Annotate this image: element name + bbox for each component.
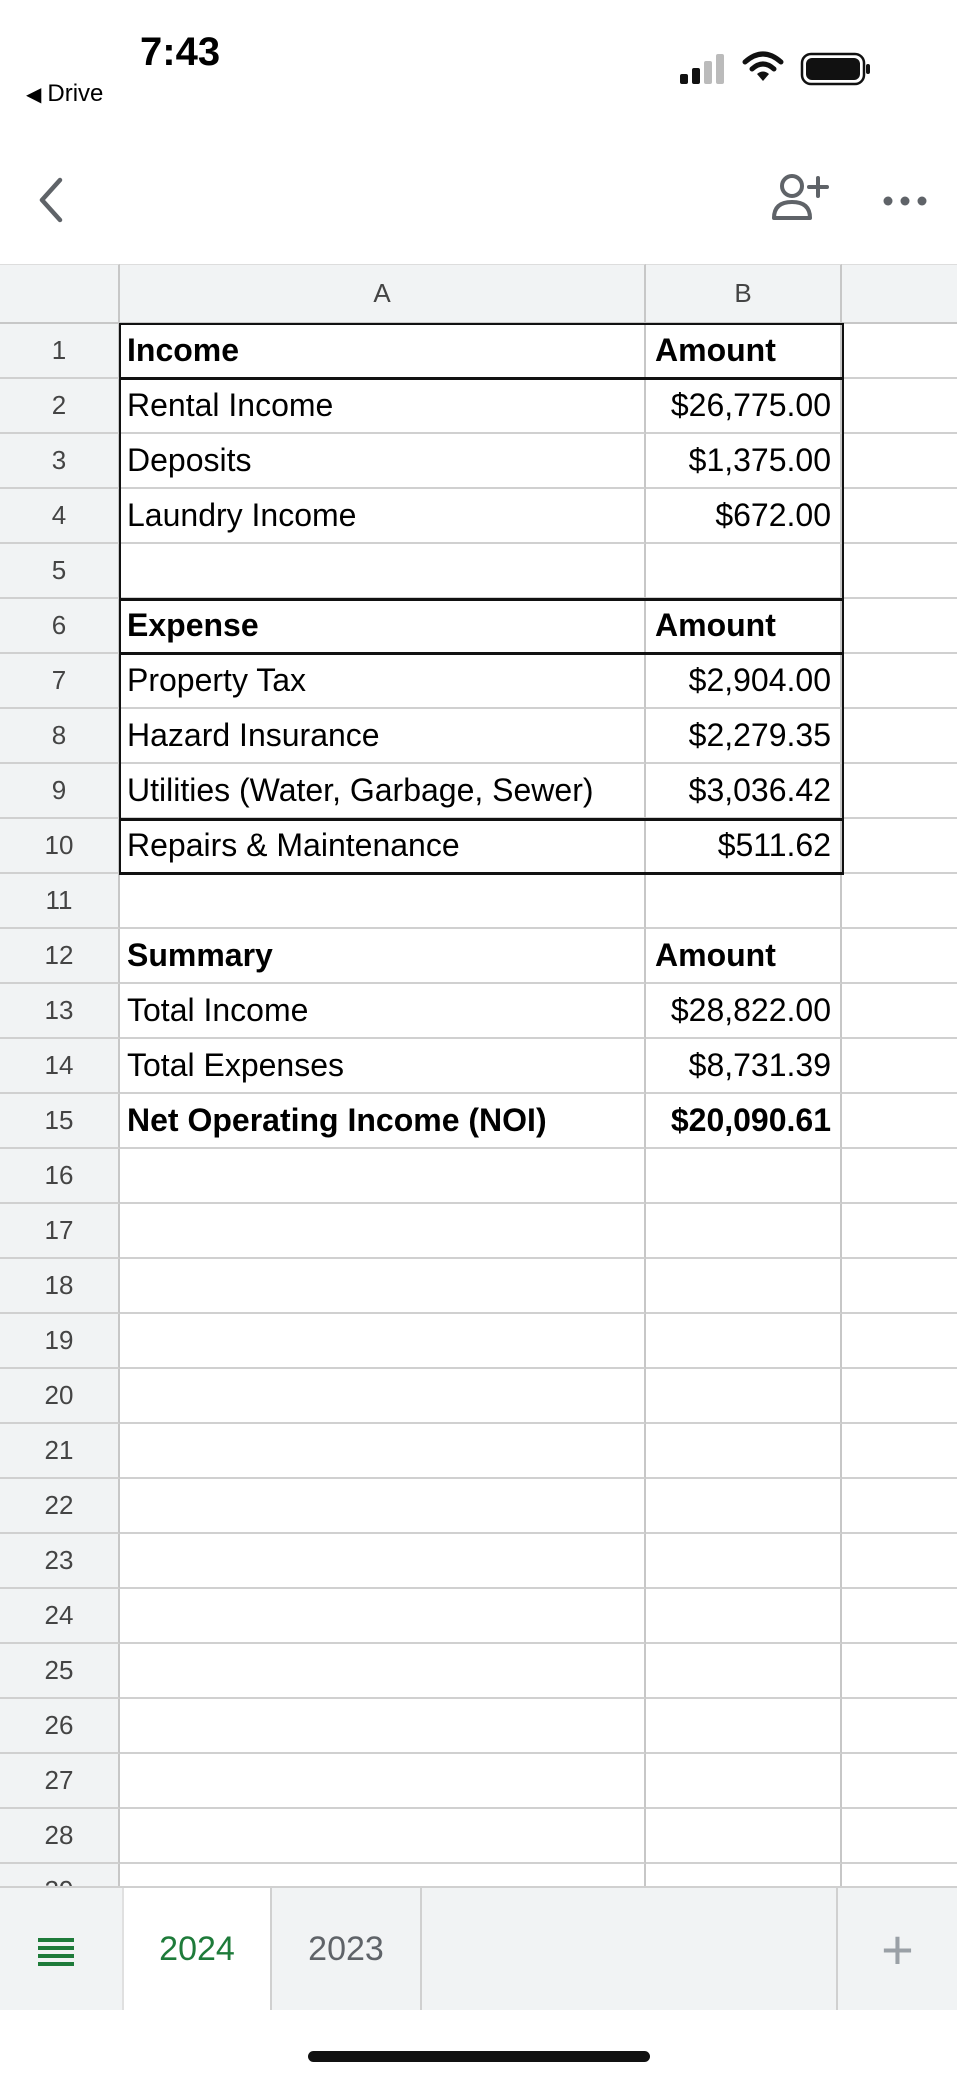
sheet-tabs-bar: [0, 1886, 957, 2010]
row-number[interactable]: 26: [0, 1699, 120, 1754]
cell-a[interactable]: [120, 1259, 646, 1314]
cell-c[interactable]: [842, 1424, 957, 1479]
table-row: [0, 1809, 957, 1864]
cell-a[interactable]: Utilities (Water, Garbage, Sewer): [120, 764, 646, 819]
cell-c[interactable]: [842, 489, 957, 544]
cell-a[interactable]: [120, 544, 646, 599]
row-number[interactable]: 25: [0, 1644, 120, 1699]
row-number[interactable]: 6: [0, 599, 120, 654]
cell-a[interactable]: [120, 1644, 646, 1699]
sheet-tab-2024[interactable]: 2024: [122, 1888, 272, 2010]
cell-b[interactable]: $1,375.00: [646, 434, 842, 489]
cell-a[interactable]: Property Tax: [120, 654, 646, 709]
cell-c[interactable]: [842, 1589, 957, 1644]
back-chevron-icon[interactable]: [30, 170, 70, 230]
sheets-menu-icon[interactable]: [30, 1932, 90, 1972]
back-to-app-link[interactable]: [26, 80, 103, 108]
table-row: [0, 1424, 957, 1479]
cell-b[interactable]: Amount: [646, 929, 842, 984]
table-row: [0, 489, 957, 544]
cell-b[interactable]: [646, 874, 842, 929]
row-number[interactable]: 16: [0, 1149, 120, 1204]
cell-c[interactable]: [842, 1754, 957, 1809]
cell-a[interactable]: [120, 1149, 646, 1204]
cell-b[interactable]: [646, 544, 842, 599]
row-number[interactable]: 17: [0, 1204, 120, 1259]
cell-b[interactable]: [646, 1259, 842, 1314]
row-number[interactable]: 18: [0, 1259, 120, 1314]
status-time: 7:43: [140, 30, 221, 74]
row-number[interactable]: 12: [0, 929, 120, 984]
row-number[interactable]: 4: [0, 489, 120, 544]
table-row: [0, 1589, 957, 1644]
table-row: [0, 819, 957, 874]
row-number[interactable]: 7: [0, 654, 120, 709]
cell-c[interactable]: [842, 1809, 957, 1864]
row-number[interactable]: 22: [0, 1479, 120, 1534]
cell-b[interactable]: Amount: [646, 599, 842, 654]
cell-a[interactable]: Net Operating Income (NOI): [120, 1094, 646, 1149]
wifi-icon: [742, 50, 784, 84]
cell-c[interactable]: [842, 764, 957, 819]
cell-a[interactable]: Laundry Income: [120, 489, 646, 544]
cell-c[interactable]: [842, 324, 957, 379]
sheet-tab-2023[interactable]: 2023: [272, 1888, 422, 2010]
row-number[interactable]: 23: [0, 1534, 120, 1589]
home-indicator: [308, 2051, 650, 2062]
section-divider: [119, 818, 844, 821]
add-sheet-button[interactable]: +: [836, 1888, 957, 2010]
cell-b[interactable]: [646, 1809, 842, 1864]
cell-b[interactable]: $26,775.00: [646, 379, 842, 434]
more-horizontal-icon[interactable]: [880, 186, 930, 216]
cell-c[interactable]: [842, 544, 957, 599]
cell-b[interactable]: [646, 1754, 842, 1809]
cell-b[interactable]: [646, 1149, 842, 1204]
cell-c[interactable]: [842, 379, 957, 434]
cell-b[interactable]: [646, 1424, 842, 1479]
row-number[interactable]: 13: [0, 984, 120, 1039]
row-number[interactable]: 27: [0, 1754, 120, 1809]
cell-b[interactable]: $511.62: [646, 819, 842, 874]
cell-a[interactable]: [120, 1534, 646, 1589]
table-row: [0, 654, 957, 709]
table-row: [0, 1699, 957, 1754]
cell-b[interactable]: [646, 1534, 842, 1589]
cell-b[interactable]: [646, 1479, 842, 1534]
cell-c[interactable]: [842, 599, 957, 654]
table-row: [0, 1039, 957, 1094]
status-bar: [0, 0, 957, 120]
cell-b[interactable]: [646, 1589, 842, 1644]
add-person-icon[interactable]: [770, 172, 830, 224]
table-row: [0, 544, 957, 599]
row-number[interactable]: 21: [0, 1424, 120, 1479]
cell-a[interactable]: [120, 1589, 646, 1644]
table-row: [0, 1369, 957, 1424]
table-row: [0, 379, 957, 434]
cell-a[interactable]: Hazard Insurance: [120, 709, 646, 764]
cell-b[interactable]: $3,036.42: [646, 764, 842, 819]
cell-a[interactable]: Income: [120, 324, 646, 379]
column-header-c[interactable]: [842, 264, 957, 324]
section-divider: [119, 872, 844, 875]
section-divider: [119, 598, 844, 601]
row-number[interactable]: 2: [0, 379, 120, 434]
row-number[interactable]: 28: [0, 1809, 120, 1864]
cell-b[interactable]: [646, 1699, 842, 1754]
cell-b[interactable]: [646, 1204, 842, 1259]
cell-b[interactable]: $28,822.00: [646, 984, 842, 1039]
cell-c[interactable]: [842, 1259, 957, 1314]
cell-a[interactable]: Summary: [120, 929, 646, 984]
table-row: [0, 764, 957, 819]
table-row: [0, 1534, 957, 1589]
row-number[interactable]: 19: [0, 1314, 120, 1369]
table-row: [0, 434, 957, 489]
cell-c[interactable]: [842, 874, 957, 929]
cell-a[interactable]: [120, 1699, 646, 1754]
cell-c[interactable]: [842, 654, 957, 709]
table-row: [0, 1314, 957, 1369]
row-number[interactable]: 11: [0, 874, 120, 929]
table-row: [0, 929, 957, 984]
table-row: [0, 1259, 957, 1314]
table-row: [0, 1204, 957, 1259]
cell-b[interactable]: $2,279.35: [646, 709, 842, 764]
cell-c[interactable]: [842, 984, 957, 1039]
cell-c[interactable]: [842, 1149, 957, 1204]
row-number[interactable]: 3: [0, 434, 120, 489]
cell-a[interactable]: [120, 1369, 646, 1424]
cell-b[interactable]: $20,090.61: [646, 1094, 842, 1149]
row-number[interactable]: 5: [0, 544, 120, 599]
row-number[interactable]: 1: [0, 324, 120, 379]
cell-a[interactable]: [120, 1204, 646, 1259]
spreadsheet-grid[interactable]: [0, 264, 957, 1886]
table-row: [0, 599, 957, 654]
cell-c[interactable]: [842, 1479, 957, 1534]
cell-b[interactable]: $2,904.00: [646, 654, 842, 709]
table-row: [0, 1479, 957, 1534]
table-row: [0, 324, 957, 379]
cell-a[interactable]: Total Expenses: [120, 1039, 646, 1094]
row-number[interactable]: 20: [0, 1369, 120, 1424]
table-row: [0, 874, 957, 929]
cell-c[interactable]: [842, 709, 957, 764]
table-row: [0, 1149, 957, 1204]
section-divider: [119, 377, 844, 380]
cell-a[interactable]: Deposits: [120, 434, 646, 489]
app-toolbar: [0, 150, 957, 250]
table-row: [0, 1094, 957, 1149]
cell-a[interactable]: [120, 1809, 646, 1864]
cell-a[interactable]: [120, 874, 646, 929]
signal-icon: [678, 52, 728, 86]
row-number[interactable]: 15: [0, 1094, 120, 1149]
cell-c[interactable]: [842, 929, 957, 984]
cell-c[interactable]: [842, 1094, 957, 1149]
column-header-a[interactable]: A: [120, 264, 646, 324]
cell-a[interactable]: Expense: [120, 599, 646, 654]
cell-c[interactable]: [842, 819, 957, 874]
cell-a[interactable]: [120, 1314, 646, 1369]
cell-c[interactable]: [842, 1699, 957, 1754]
section-divider: [119, 652, 844, 655]
table-row: [0, 984, 957, 1039]
row-number[interactable]: 24: [0, 1589, 120, 1644]
cell-c[interactable]: [842, 1369, 957, 1424]
back-app-label: Drive: [47, 80, 104, 107]
cell-c[interactable]: [842, 1644, 957, 1699]
cell-a[interactable]: [120, 1479, 646, 1534]
row-number[interactable]: 14: [0, 1039, 120, 1094]
cell-a[interactable]: [120, 1424, 646, 1479]
column-header-b[interactable]: B: [646, 264, 842, 324]
cell-b[interactable]: Amount: [646, 324, 842, 379]
battery-icon: [800, 52, 872, 86]
select-all-corner[interactable]: [0, 264, 120, 324]
cell-a[interactable]: [120, 1754, 646, 1809]
table-row: [0, 1754, 957, 1809]
cell-c[interactable]: [842, 1204, 957, 1259]
cell-b[interactable]: $672.00: [646, 489, 842, 544]
cell-b[interactable]: [646, 1644, 842, 1699]
table-row: [0, 709, 957, 764]
cell-c[interactable]: [842, 434, 957, 489]
row-number[interactable]: 8: [0, 709, 120, 764]
cell-c[interactable]: [842, 1314, 957, 1369]
cell-c[interactable]: [842, 1039, 957, 1094]
cell-c[interactable]: [842, 1534, 957, 1589]
cell-a[interactable]: Repairs & Maintenance: [120, 819, 646, 874]
cell-b[interactable]: [646, 1369, 842, 1424]
cell-b[interactable]: $8,731.39: [646, 1039, 842, 1094]
table-row: [0, 1644, 957, 1699]
row-number[interactable]: 10: [0, 819, 120, 874]
back-triangle-icon: ◀: [26, 83, 42, 106]
cell-a[interactable]: Rental Income: [120, 379, 646, 434]
cell-b[interactable]: [646, 1314, 842, 1369]
cell-a[interactable]: Total Income: [120, 984, 646, 1039]
row-number[interactable]: 9: [0, 764, 120, 819]
